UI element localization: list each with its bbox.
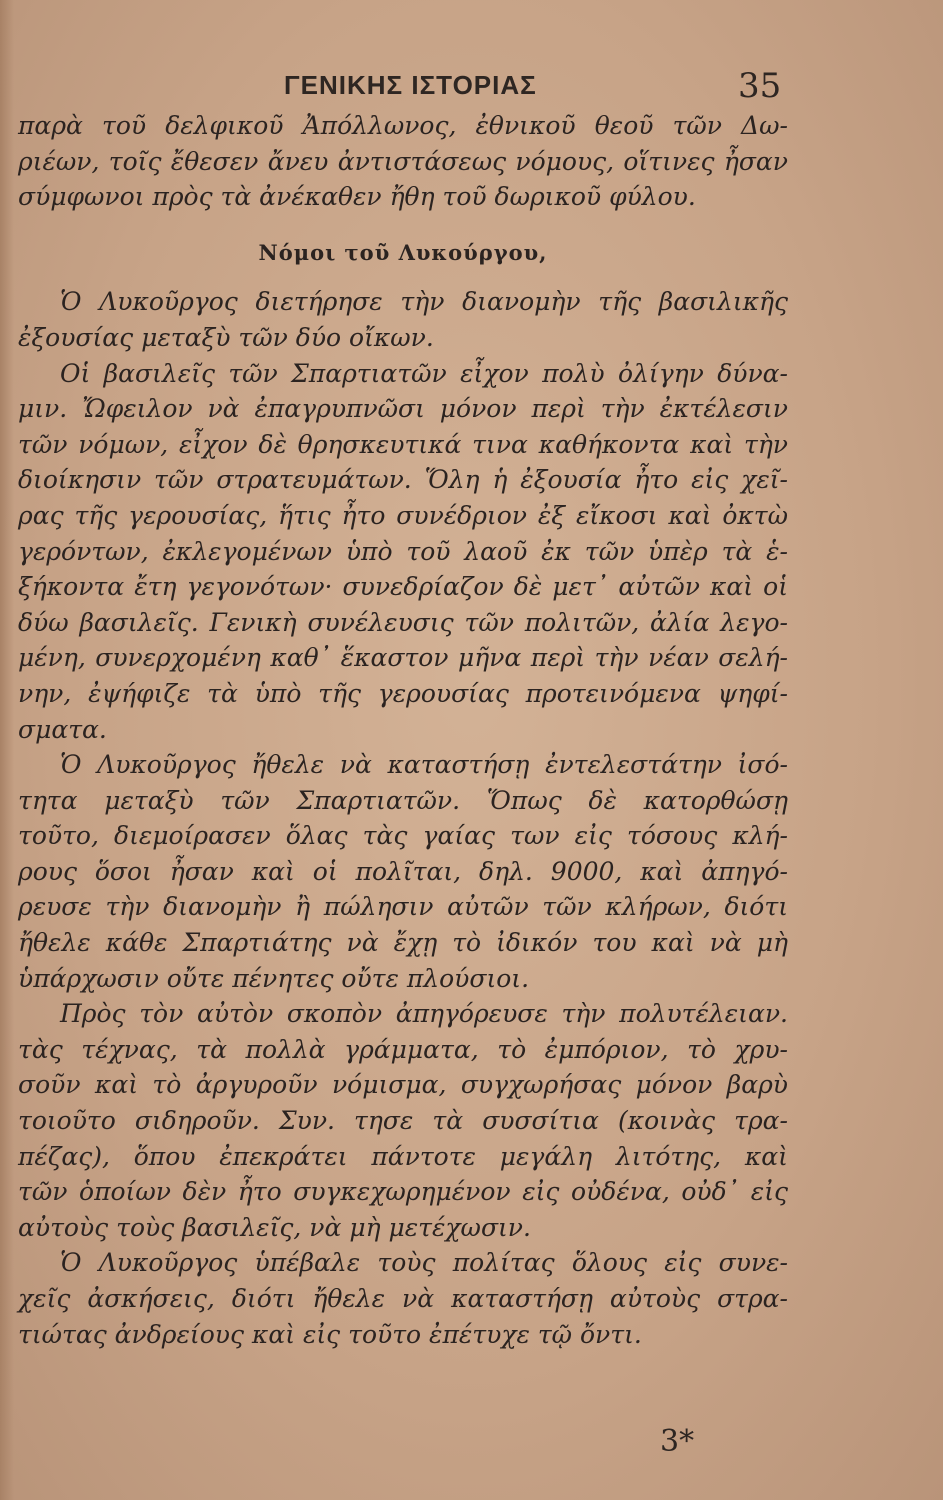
paragraph bbox=[18, 284, 788, 355]
paragraph bbox=[18, 1245, 788, 1352]
signature-mark: 3* bbox=[660, 1424, 695, 1459]
text-line: τῶν ὁποίων δὲν ἦτο συγκεχωρημένον εἰς οὐδένα, οὐδ᾽ εἰς bbox=[18, 1177, 788, 1207]
text-line: ξήκοντα ἔτη γεγονότων· συνεδρίαζον δὲ μετ᾽ αὐτῶν καὶ οἱ bbox=[18, 572, 788, 602]
text-line: τὰς τέχνας, τὰ πολλὰ γράμματα, τὸ ἐμπόριον, τὸ χρυ- bbox=[18, 1034, 788, 1064]
text-line: τοῦτο, διεμοίρασεν ὅλας τὰς γαίας των εἰς τόσους κλή- bbox=[18, 821, 788, 851]
text-line: ρευσε τὴν διανομὴν ἢ πώλησιν αὐτῶν τῶν κλήρων, διότι bbox=[18, 892, 788, 922]
text-line: ἤθελε κάθε Σπαρτιάτης νὰ ἔχῃ τὸ ἰδικόν του καὶ νὰ μὴ bbox=[18, 928, 788, 958]
page-header bbox=[0, 66, 943, 106]
text-line: χεῖς ἀσκήσεις, διότι ἤθελε νὰ καταστήσῃ αὐτοὺς στρα- bbox=[18, 1284, 788, 1313]
text-line: ρας τῆς γερουσίας, ἥτις ἦτο συνέδριον ἐξ εἴκοσι καὶ ὀκτὼ bbox=[18, 500, 788, 530]
body-text bbox=[18, 108, 788, 1352]
text-line: τῶν νόμων, εἶχον δὲ θρησκευτικά τινα καθήκοντα καὶ τὴν bbox=[18, 429, 788, 459]
paragraph bbox=[18, 356, 788, 748]
page-number: 35 bbox=[738, 66, 782, 106]
text-line: ἐξουσίας μεταξὺ τῶν δύο οἴκων. bbox=[18, 322, 434, 352]
text-line: Οἱ βασιλεῖς τῶν Σπαρτιατῶν εἶχον πολὺ ὀλίγην δύνα- bbox=[60, 358, 788, 388]
text-line: μένη, συνερχομένη καθ᾽ ἕκαστον μῆνα περὶ τὴν νέαν σελή- bbox=[18, 643, 788, 673]
text-line: ρους ὅσοι ἦσαν καὶ οἱ πολῖται, δηλ. 9000, καὶ ἀπηγό- bbox=[18, 856, 788, 886]
text-line: σματα. bbox=[18, 714, 107, 744]
text-line: αὐτοὺς τοὺς βασιλεῖς, νὰ μὴ μετέχωσιν. bbox=[18, 1212, 531, 1242]
text-line: τητα μεταξὺ τῶν Σπαρτιατῶν. Ὅπως δὲ κατορθώσῃ bbox=[18, 785, 788, 815]
text-line: τιώτας ἀνδρείους καὶ εἰς τοῦτο ἐπέτυχε τῷ ὄντι. bbox=[18, 1319, 642, 1349]
text-line: νην, ἐψήφιζε τὰ ὑπὸ τῆς γερουσίας προτεινόμενα ψηφί- bbox=[18, 678, 788, 708]
text-line: πέζας), ὅπου ἐπεκράτει πάντοτε μεγάλη λιτότης, καὶ bbox=[18, 1141, 788, 1171]
section-heading: Νόμοι τοῦ Λυκούργου, bbox=[258, 239, 548, 265]
text-line: Πρὸς τὸν αὐτὸν σκοπὸν ἀπηγόρευσε τὴν πολυτέλειαν. bbox=[60, 999, 788, 1029]
text-line: σύμφωνοι πρὸς τὰ ἀνέκαθεν ἤθη τοῦ δωρικοῦ φύλου. bbox=[18, 182, 696, 212]
intro-paragraph bbox=[18, 108, 788, 215]
paragraph bbox=[18, 996, 788, 1245]
paragraph bbox=[18, 747, 788, 996]
text-line: Ὁ Λυκοῦργος ὑπέβαλε τοὺς πολίτας ὅλους εἰς συνε- bbox=[60, 1248, 788, 1278]
text-line: ὑπάρχωσιν οὔτε πένητες οὔτε πλούσιοι. bbox=[18, 963, 530, 993]
text-line: γερόντων, ἐκλεγομένων ὑπὸ τοῦ λαοῦ ἐκ τῶν ὑπὲρ τὰ ἑ- bbox=[18, 536, 788, 566]
text-line: διοίκησιν τῶν στρατευμάτων. Ὅλη ἡ ἐξουσία ἦτο εἰς χεῖ- bbox=[18, 465, 788, 495]
text-line: Ὁ Λυκοῦργος διετήρησε τὴν διανομὴν τῆς βασιλικῆς bbox=[60, 287, 788, 317]
text-line: σοῦν καὶ τὸ ἀργυροῦν νόμισμα, συγχωρήσας μόνον βαρὺ bbox=[18, 1070, 788, 1100]
text-line: Ὁ Λυκοῦργος ἤθελε νὰ καταστήσῃ ἐντελεστάτην ἰσό- bbox=[60, 750, 788, 780]
text-line: παρὰ τοῦ δελφικοῦ Ἀπόλλωνος, ἐθνικοῦ θεοῦ τῶν Δω- bbox=[18, 111, 788, 140]
text-line: ριέων, τοῖς ἔθεσεν ἄνευ ἀντιστάσεως νόμους, οἵτινες ἦσαν bbox=[18, 146, 788, 176]
text-line: μιν. Ὤφειλον νὰ ἐπαγρυπνῶσι μόνον περὶ τὴν ἐκτέλεσιν bbox=[18, 394, 788, 424]
page-edge-shadow bbox=[0, 0, 14, 1500]
running-head: ΓΕΝΙΚΗΣ ΙΣΤΟΡΙΑΣ bbox=[284, 70, 537, 100]
text-line: δύω βασιλεῖς. Γενικὴ συνέλευσις τῶν πολιτῶν, ἀλία λεγο- bbox=[18, 607, 788, 637]
text-line: τοιοῦτο σιδηροῦν. Συν. τησε τὰ συσσίτια (κοινὰς τρα- bbox=[18, 1106, 788, 1136]
